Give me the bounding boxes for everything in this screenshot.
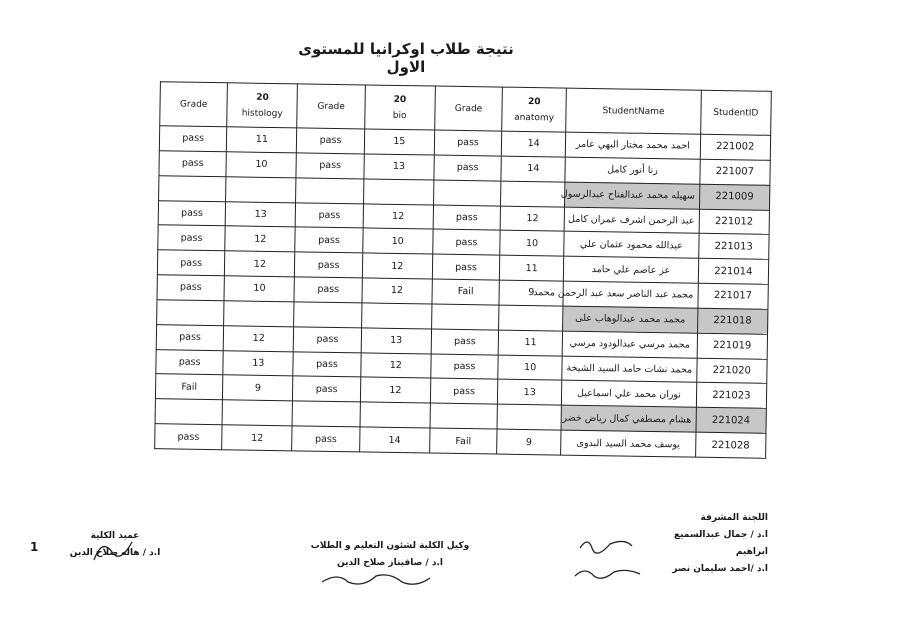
student-name-cell: هشام مصطفي كمال رياض خضر xyxy=(561,405,696,432)
anatomy-score-cell: 9 xyxy=(499,280,564,306)
histology-score-cell xyxy=(224,301,295,327)
student-id-cell: 221019 xyxy=(697,333,768,359)
results-body xyxy=(155,126,771,459)
histology-score-cell: 9 xyxy=(223,375,294,401)
bio-grade-cell: pass xyxy=(293,376,361,402)
histology-grade-cell xyxy=(155,399,223,425)
histology-grade-cell: pass xyxy=(157,275,225,301)
student-id-cell: 221017 xyxy=(698,283,769,309)
student-id-cell: 221012 xyxy=(699,209,770,235)
bio-score-cell: 12 xyxy=(363,203,434,229)
committee-member-1: ا.د / جمال عبدالسميع ابراهيم xyxy=(673,530,768,557)
bio-score-cell xyxy=(361,303,432,329)
anatomy-grade-cell: pass xyxy=(434,130,502,156)
student-id-cell: 221002 xyxy=(700,134,771,160)
histology-grade-cell: pass xyxy=(156,324,224,350)
bio-grade-cell: pass xyxy=(297,128,365,154)
anatomy-score-cell: 10 xyxy=(498,355,563,381)
vice-dean-name: ا.د / صافيناز صلاح الدين xyxy=(337,558,443,568)
anatomy-grade-cell xyxy=(430,403,498,429)
bio-grade-cell xyxy=(292,401,360,427)
results-table xyxy=(154,81,772,459)
anatomy-grade-cell xyxy=(431,304,499,330)
anatomy-grade-cell: pass xyxy=(432,254,500,280)
anatomy-score-cell xyxy=(497,404,562,430)
anatomy-header: 20 anatomy xyxy=(502,87,567,132)
bio-score-cell: 13 xyxy=(364,154,435,180)
anatomy-grade-cell: pass xyxy=(433,205,501,231)
histology-grade-cell: pass xyxy=(157,250,225,276)
dean-title: عميد الكلية xyxy=(90,531,140,541)
histology-score-cell: 11 xyxy=(227,127,298,153)
histology-grade-cell: pass xyxy=(159,151,227,177)
histology-grade-cell: pass xyxy=(156,349,224,375)
vice-dean-title: وكيل الكلية لشئون التعليم و الطلاب xyxy=(310,541,470,551)
student-id-cell: 221024 xyxy=(696,407,767,433)
student-name-cell: عز عاصم علي حامد xyxy=(564,256,699,283)
histology-grade-cell: pass xyxy=(158,225,226,251)
histology-header: 20 histology xyxy=(227,83,298,128)
student-id-cell: 221007 xyxy=(700,159,771,185)
bio-score-cell: 13 xyxy=(361,328,432,354)
histology-grade-cell: pass xyxy=(159,126,227,152)
student-name-cell: احمد محمد مختار البهي عامر xyxy=(566,132,701,159)
bio-grade-cell: pass xyxy=(296,202,364,228)
anatomy-grade-cell: Fail xyxy=(430,428,498,454)
anatomy-score-cell xyxy=(501,181,566,207)
student-name-cell: عبد الرحمن اشرف عمران كامل xyxy=(564,207,699,234)
histology-score-cell: 12 xyxy=(222,425,293,451)
bio-score-cell: 10 xyxy=(362,228,433,254)
histology-score-cell xyxy=(222,400,293,426)
anatomy-score-cell: 11 xyxy=(499,255,564,281)
bio-score-cell: 14 xyxy=(359,427,430,453)
histology-grade-header: Grade xyxy=(160,82,228,127)
bio-score-cell: 12 xyxy=(360,377,431,403)
histology-score-cell: 13 xyxy=(223,350,294,376)
histology-grade-cell: Fail xyxy=(155,374,223,400)
histology-score-cell: 12 xyxy=(223,325,294,351)
bio-grade-cell: pass xyxy=(295,227,363,253)
histology-grade-cell xyxy=(157,300,225,326)
student-name-cell: يوسف محمد السيد البدوى xyxy=(561,430,696,457)
anatomy-grade-cell: pass xyxy=(433,229,501,255)
student-name-cell: رنا أنور كامل xyxy=(565,157,700,184)
histology-score-cell: 12 xyxy=(225,251,296,277)
student-id-header: StudentID xyxy=(700,90,771,135)
committee-signatures xyxy=(570,530,650,590)
bio-score-cell: 15 xyxy=(364,129,435,155)
committee-member-2: ا.د /احمد سليمان نصر xyxy=(672,564,768,574)
histology-grade-cell: pass xyxy=(155,424,223,450)
student-name-cell: نوران محمد علي اسماعيل xyxy=(562,381,697,408)
student-name-cell: محمد مرسي عبدالودود مرسي xyxy=(562,331,697,358)
dean-name: ا.د / هاله صلاح الدين xyxy=(69,548,161,558)
bio-grade-cell: pass xyxy=(295,252,363,278)
results-table-container xyxy=(154,81,772,459)
anatomy-score-cell: 14 xyxy=(501,131,566,157)
bio-score-cell xyxy=(360,402,431,428)
anatomy-grade-cell: pass xyxy=(431,329,499,355)
anatomy-score-cell xyxy=(499,305,564,331)
anatomy-score-cell: 10 xyxy=(500,230,565,256)
anatomy-grade-cell: pass xyxy=(430,378,498,404)
anatomy-score-cell: 13 xyxy=(498,379,563,405)
student-name-cell: سهيله محمد عبدالفتاح عبدالرسول xyxy=(565,182,700,209)
committee-title: اللجنة المشرفة xyxy=(700,513,768,523)
student-name-cell: عبدالله محمود عثمان علي xyxy=(564,231,699,258)
vice-dean-block xyxy=(300,538,480,572)
histology-grade-cell: pass xyxy=(158,200,226,226)
histology-score-cell: 10 xyxy=(224,276,295,302)
page-title: نتيجة طلاب اوكرانيا للمستوى الاول xyxy=(298,40,514,76)
anatomy-score-cell: 9 xyxy=(497,429,562,455)
bio-grade-cell: pass xyxy=(292,426,360,452)
histology-score-cell: 13 xyxy=(225,201,296,227)
committee-block xyxy=(648,510,768,578)
bio-score-cell xyxy=(363,179,434,205)
student-id-cell: 221028 xyxy=(695,432,766,458)
student-name-cell: محمد نشات حامد السيد الشيخة xyxy=(562,356,697,383)
student-id-cell: 221009 xyxy=(699,184,770,210)
anatomy-grade-cell: Fail xyxy=(432,279,500,305)
anatomy-score-cell: 14 xyxy=(501,156,566,182)
histology-score-cell xyxy=(226,176,297,202)
bio-grade-cell xyxy=(294,302,362,328)
bio-score-cell: 12 xyxy=(360,352,431,378)
student-id-cell: 221013 xyxy=(698,234,769,260)
bio-grade-cell: pass xyxy=(294,277,362,303)
anatomy-grade-cell xyxy=(433,180,501,206)
histology-score-cell: 12 xyxy=(225,226,296,252)
anatomy-score-cell: 11 xyxy=(498,330,563,356)
anatomy-grade-header: Grade xyxy=(435,86,503,131)
bio-grade-header: Grade xyxy=(297,84,365,129)
histology-grade-cell xyxy=(159,175,227,201)
anatomy-grade-cell: pass xyxy=(431,354,499,380)
bio-header: 20 bio xyxy=(364,85,435,130)
histology-score-cell: 10 xyxy=(226,152,297,178)
student-name-header: StudentName xyxy=(566,88,701,134)
student-id-cell: 221018 xyxy=(697,308,768,334)
bio-grade-cell: pass xyxy=(294,327,362,353)
anatomy-score-cell: 12 xyxy=(500,206,565,232)
bio-grade-cell: pass xyxy=(296,153,364,179)
bio-score-cell: 12 xyxy=(362,253,433,279)
anatomy-grade-cell: pass xyxy=(434,155,502,181)
vice-dean-signature xyxy=(318,568,438,590)
student-id-cell: 221014 xyxy=(698,258,769,284)
dean-signature xyxy=(88,530,138,570)
student-id-cell: 221020 xyxy=(696,358,767,384)
page-number: 1 xyxy=(30,540,39,554)
student-id-cell: 221023 xyxy=(696,383,767,409)
bio-score-cell: 12 xyxy=(362,278,433,304)
student-name-cell: محمد محمد عبدالوهاب على xyxy=(563,306,698,333)
student-name-cell: محمد عبد الناصر سعد عبد الرحمن محمد xyxy=(563,281,698,308)
bio-grade-cell xyxy=(296,178,364,204)
bio-grade-cell: pass xyxy=(293,351,361,377)
